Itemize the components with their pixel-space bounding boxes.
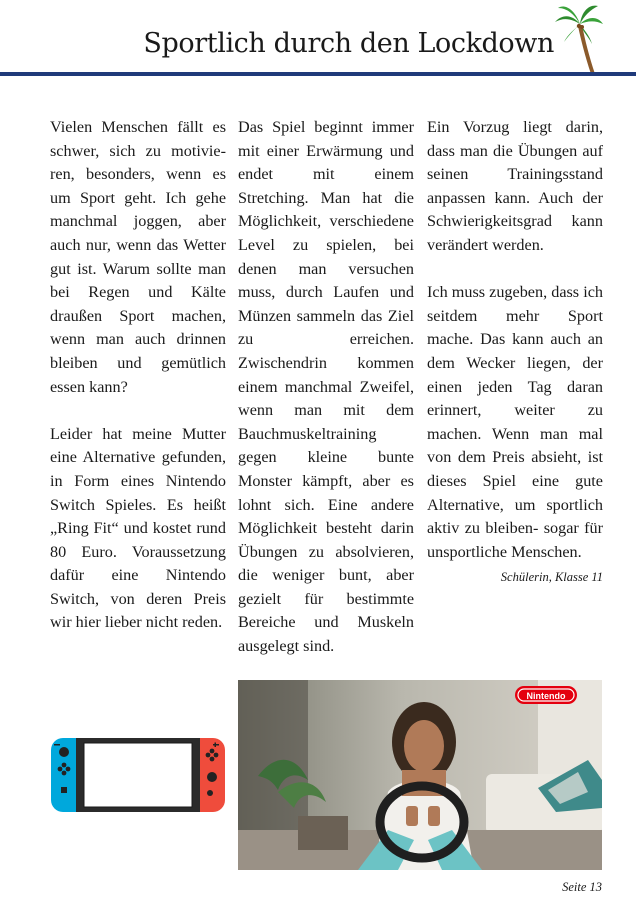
- page-number: Seite 13: [562, 880, 602, 894]
- ring-fit-photo: [238, 680, 602, 870]
- article-column-1: [50, 116, 226, 635]
- paragraph: Das Spiel beginnt immer mit einer Erwärmung und endet mit einem Stretching. Man hat die Möglichkeit, verschiedene Level zu spielen, bei denen man versuchen muss, durch Laufen und Münzen sammeln das Ziel zu erreichen. Zwischendrin kommen einem manchmal Zweifel, wenn man mit dem Bauchmuskeltraining gegen kleine bunte Monster kämpft, aber es lohnt sich. Eine andere Möglichkeit besteht darin Übungen zu absolvieren, die weniger bunt, aber gezielt für bestimmte Bereiche und Muskeln ausgelegt sind.: [238, 118, 414, 656]
- nintendo-logo-text: Nintendo: [526, 691, 566, 701]
- page-header: [0, 0, 636, 80]
- paragraph: Ein Vorzug liegt darin, dass man die Übungen auf seinen Trainingsstand anpassen kann. Auch der Schwierigkeitsgrad kann verändert werden.: [427, 118, 603, 254]
- header-rule: [0, 72, 636, 76]
- nintendo-switch-illustration: [50, 737, 226, 813]
- page-title: Sportlich durch den Lockdown: [143, 28, 554, 59]
- console-screen: [84, 743, 192, 807]
- article-column-2: [238, 116, 414, 659]
- paragraph: Vielen Menschen fällt es schwer, sich zu motivieren, besonders, wenn es um Sport geht. Ich gehe manchmal joggen, aber auch nur, wenn das Wetter gut ist. Warum sollte man bei Regen und Kälte draußen Sport machen, wenn man auch drinnen bleiben und gemütlich essen kann?: [50, 118, 226, 396]
- author-credit: Schülerin, Klasse 11: [500, 570, 603, 585]
- paragraph: Ich muss zugeben, dass ich seitdem mehr Sport mache. Das kann auch an dem Wecker liegen, der einen jeden Tag daran erinnert, weiter zu machen. Wenn man mal von dem Preis absieht, ist dieses Spiel eine gute Alternative, um sportlich aktiv zu bleiben- sogar für unsportliche Menschen.: [427, 283, 603, 561]
- palm-tree-icon: [554, 2, 604, 76]
- paragraph: Leider hat meine Mutter eine Alternative gefunden, in Form eines Nintendo Switch Spieles. Es heißt „Ring Fit“ und kostet rund 80 Euro. Voraussetzung dafür eine Nintendo Switch, von deren Preis wir hier lieber nicht reden.: [50, 424, 226, 632]
- article-column-3: [427, 116, 603, 586]
